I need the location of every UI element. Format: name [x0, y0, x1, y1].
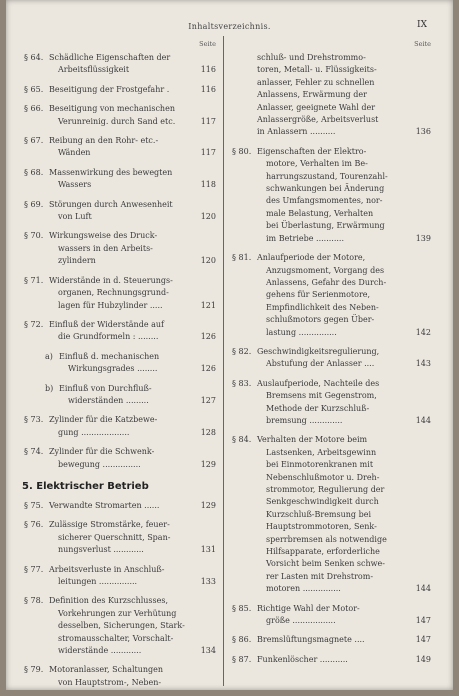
toc-entry	[24, 230, 216, 267]
section-heading: 5. Elektrischer Betrieb	[22, 480, 149, 492]
toc-entry-line: Funkenlöscher ...........	[257, 654, 348, 664]
toc-entry-line: stromausschalter, Vorschalt-	[58, 633, 174, 643]
toc-entry-line: motore, Verhalten im Be-	[266, 159, 368, 169]
toc-entry-line: sicherer Querschnitt, Span-	[58, 532, 171, 542]
toc-entry	[24, 351, 216, 376]
toc-entry	[24, 500, 216, 512]
toc-entry-number: § 71.	[24, 275, 44, 285]
toc-entry	[24, 275, 216, 312]
toc-entry-title	[49, 199, 216, 224]
toc-list-left-electric	[24, 500, 216, 689]
toc-entry-title	[49, 84, 216, 96]
running-title: Inhaltsverzeichnis.	[188, 22, 271, 31]
toc-entry	[232, 434, 431, 595]
toc-entry-line: Methode der Kurzschluß-	[266, 403, 370, 413]
toc-entry-number: § 83.	[232, 378, 252, 388]
toc-entry-line: leitungen ...............	[58, 577, 138, 586]
column-divider	[223, 36, 224, 686]
toc-entry-line: Kurzschluß-Bremsung bei	[266, 509, 371, 519]
toc-entry-line: male Belastung, Verhalten	[266, 208, 374, 218]
toc-entry	[24, 519, 216, 556]
toc-entry-title	[49, 414, 216, 439]
toc-entry-title	[49, 230, 216, 267]
toc-entry-line: von Hauptstrom-, Neben-	[58, 677, 162, 687]
toc-entry-title	[49, 519, 216, 556]
toc-entry	[232, 378, 431, 428]
toc-entry-line: Abstufung der Anlasser ....	[266, 359, 375, 369]
toc-entry	[24, 199, 216, 224]
toc-entry-page: 117	[200, 148, 216, 158]
toc-entry-line: Wirkungsgrades ........	[68, 364, 158, 374]
toc-entry-number: § 84.	[232, 435, 252, 445]
toc-entry	[232, 52, 431, 139]
toc-entry-title	[49, 52, 216, 77]
toc-entry-line: Anlassens, Gefahr des Durch-	[266, 277, 387, 287]
toc-entry-page: 131	[200, 545, 216, 555]
toc-entry-page: 149	[415, 654, 431, 664]
toc-entry-line: Störungen durch Anwesenheit	[49, 199, 173, 209]
toc-entry	[24, 103, 216, 128]
toc-entry-line: desselben, Sicherungen, Stark-	[58, 621, 185, 631]
toc-entry-number: § 75.	[24, 500, 44, 510]
toc-entry-page: 139	[415, 233, 431, 243]
toc-entry	[24, 135, 216, 160]
toc-entry-line: die Grundformeln : ........	[58, 332, 159, 342]
toc-entry-title	[49, 319, 216, 344]
toc-entry-line: Zulässige Stromstärke, feuer-	[49, 520, 170, 530]
toc-entry-line: Massenwirkung des bewegten	[49, 167, 173, 177]
toc-entry-number: § 67.	[24, 136, 44, 146]
toc-entry-line: im Betriebe ...........	[266, 233, 345, 243]
toc-entry-title	[49, 564, 216, 589]
toc-entry	[24, 319, 216, 344]
toc-entry-line: strommotor, Regulierung der	[266, 485, 385, 494]
toc-entry	[232, 252, 431, 339]
toc-entry-line: organen, Rechnungsgrund-	[58, 288, 169, 298]
toc-entry-page: 116	[200, 84, 216, 94]
toc-entry-number: § 69.	[24, 199, 44, 209]
left-column	[24, 40, 216, 696]
toc-entry-line: toren, Metall- u. Flüssigkeits-	[257, 65, 377, 75]
toc-entry-title	[257, 346, 431, 371]
toc-entry-page: 147	[415, 635, 431, 645]
toc-entry-line: größe .................	[266, 616, 336, 626]
toc-entry-line: gung ...................	[58, 427, 130, 437]
toc-entry-title	[49, 500, 216, 512]
toc-entry-line: Bremslüftungsmagnete ....	[257, 635, 365, 645]
toc-list-right	[232, 52, 431, 666]
toc-entry-title	[257, 146, 431, 245]
toc-entry-line: Beseitigung von mechanischen	[49, 104, 175, 114]
toc-entry-title	[49, 135, 216, 160]
toc-entry-number: § 87.	[232, 654, 252, 664]
toc-entry-line: von Luft	[58, 212, 92, 222]
toc-entry-line: Motoranlasser, Schaltungen	[49, 665, 164, 675]
toc-entry-number: § 81.	[232, 253, 252, 263]
toc-entry-line: nungsverlust ............	[58, 545, 144, 555]
toc-entry-line: Wassers	[58, 180, 92, 190]
toc-entry-line: bei Überlastung, Erwärmung	[266, 221, 385, 231]
toc-entry-line: gehens für Serienmotore,	[266, 290, 371, 300]
toc-entry-title	[49, 664, 216, 689]
toc-entry	[24, 664, 216, 689]
toc-entry-page: 142	[415, 327, 431, 337]
toc-entry-title	[257, 634, 431, 646]
toc-entry	[24, 414, 216, 439]
toc-entry-number: § 79.	[24, 665, 44, 675]
toc-entry-number: § 70.	[24, 231, 44, 241]
toc-entry-line: Vorkehrungen zur Verhütung	[58, 608, 177, 618]
right-column	[232, 40, 431, 673]
toc-entry-line: Senkgeschwindigkeit durch	[266, 497, 379, 507]
toc-entry-line: Anzugsmoment, Vorgang des	[266, 265, 385, 275]
toc-entry-line: motoren ...............	[266, 584, 341, 594]
toc-entry-title	[49, 446, 216, 471]
toc-entry-line: Widerstände in d. Steuerungs-	[49, 275, 173, 285]
toc-entry-number: § 65.	[24, 84, 44, 94]
toc-entry-line: Verhalten der Motore beim	[257, 435, 368, 445]
toc-entry	[24, 167, 216, 192]
toc-entry-line: Geschwindigkeitsregulierung,	[257, 346, 380, 356]
toc-entry-line: Schädliche Eigenschaften der	[49, 53, 171, 62]
toc-entry-line: Wirkungsweise des Druck-	[49, 231, 158, 241]
toc-entry-title	[257, 52, 431, 139]
toc-entry-number: a)	[45, 351, 53, 361]
toc-entry-line: lagen für Hubzylinder .....	[58, 300, 163, 310]
toc-entry-line: Verwandte Stromarten ......	[49, 500, 160, 510]
toc-entry	[232, 346, 431, 371]
toc-entry-line: Reibung an den Rohr- etc.-	[49, 136, 159, 146]
toc-entry-title	[257, 434, 431, 595]
toc-entry-line: harrungszustand, Tourenzahl-	[266, 171, 388, 181]
toc-entry-title	[49, 167, 216, 192]
toc-entry-line: lastung ...............	[266, 327, 337, 337]
toc-entry-page: 136	[415, 127, 431, 137]
toc-entry-title	[49, 103, 216, 128]
toc-entry-page: 128	[200, 427, 216, 437]
toc-entry	[24, 595, 216, 657]
toc-entry-line: schwankungen bei Änderung	[266, 184, 385, 194]
toc-entry-number: § 86.	[232, 635, 252, 645]
toc-entry-number: § 73.	[24, 415, 44, 425]
toc-entry-number: § 77.	[24, 564, 44, 574]
toc-entry-line: widerstände ............	[58, 646, 142, 656]
toc-entry-line: Anlassergröße, Arbeitsverlust	[257, 115, 379, 125]
toc-entry-line: des Umfangsmomentes, nor-	[266, 196, 383, 206]
toc-entry-title	[49, 595, 216, 657]
toc-entry-line: Einfluß der Widerstände auf	[49, 319, 164, 329]
toc-entry-page: 143	[415, 359, 431, 369]
toc-entry-line: Definition des Kurzschlusses,	[49, 596, 169, 606]
toc-entry-line: Vorsicht beim Senken schwe-	[266, 559, 385, 569]
toc-list-left	[24, 52, 216, 471]
toc-entry-page: 120	[200, 256, 216, 266]
toc-entry	[232, 603, 431, 628]
toc-entry-line: wassers in den Arbeits-	[58, 243, 153, 253]
toc-entry-page: 134	[200, 646, 216, 656]
toc-entry-line: Arbeitsverluste in Anschluß-	[49, 564, 165, 574]
toc-entry-line: bewegung ...............	[58, 459, 141, 469]
toc-entry-line: anlasser, Fehler zu schnellen	[257, 77, 375, 87]
toc-entry-number	[232, 52, 257, 139]
toc-entry-line: Hauptstrommotoren, Senk-	[266, 522, 377, 532]
seite-label: Seite	[414, 40, 431, 48]
toc-entry-number: § 66.	[24, 104, 44, 114]
toc-entry-line: sperrbremsen als notwendige	[266, 534, 387, 544]
toc-entry	[232, 654, 431, 666]
toc-entry-number: § 68.	[24, 167, 44, 177]
toc-entry-line: widerständen .........	[68, 395, 149, 405]
toc-entry-number: § 85.	[232, 603, 252, 613]
toc-entry-number: § 82.	[232, 346, 252, 356]
toc-entry-line: Zylinder für die Katzbewe-	[49, 415, 158, 425]
toc-entry-line: Auslaufperiode, Nachteile des	[257, 378, 380, 388]
page-number: IX	[417, 20, 427, 30]
toc-entry-page: 144	[415, 584, 431, 594]
toc-entry-number: § 76.	[24, 520, 44, 530]
toc-entry-page: 129	[200, 500, 216, 510]
toc-entry-line: schlußmotors gegen Über-	[266, 315, 375, 325]
toc-entry-page: 116	[200, 65, 216, 75]
toc-entry-line: Arbeitsflüssigkeit	[58, 65, 130, 75]
toc-entry-title	[59, 383, 216, 408]
toc-entry-line: Wänden	[58, 148, 91, 158]
toc-entry-line: Beseitigung der Frostgefahr .	[49, 84, 170, 94]
toc-entry-number: § 80.	[232, 146, 252, 156]
toc-entry-line: Bremsens mit Gegenstrom,	[266, 391, 377, 401]
toc-entry-number: b)	[45, 383, 54, 393]
toc-entry-page: 121	[200, 300, 216, 310]
toc-entry-line: Richtige Wahl der Motor-	[257, 603, 360, 613]
toc-entry-title	[257, 603, 431, 628]
seite-label: Seite	[199, 40, 216, 48]
toc-entry-line: Lastsenken, Arbeitsgewinn	[266, 447, 377, 457]
toc-entry-title	[49, 275, 216, 312]
toc-entry-line: rer Lasten mit Drehstrom-	[266, 571, 374, 581]
toc-entry-line: schluß- und Drehstrommo-	[257, 53, 366, 62]
document-page	[6, 0, 453, 690]
toc-entry-line: Anlasser, geeignete Wahl der	[257, 102, 376, 112]
toc-entry-line: bei Einmotorenkranen mit	[266, 460, 374, 470]
toc-entry-page: 117	[200, 116, 216, 126]
toc-entry-line: zylindern	[58, 256, 96, 266]
toc-entry-line: bremsung .............	[266, 415, 343, 425]
toc-entry-page: 129	[200, 459, 216, 469]
toc-entry-line: Anlaufperiode der Motore,	[257, 253, 366, 263]
toc-entry-line: Empfindlichkeit des Neben-	[266, 302, 379, 312]
toc-entry-line: Einfluß von Durchfluß-	[59, 383, 152, 393]
toc-entry-number: § 72.	[24, 319, 44, 329]
toc-entry-line: Hilfsapparate, erforderliche	[266, 547, 380, 557]
toc-entry-title	[257, 252, 431, 339]
toc-entry-page: 118	[200, 180, 216, 190]
toc-entry	[232, 146, 431, 245]
toc-entry	[24, 564, 216, 589]
toc-entry-line: Verunreinig. durch Sand etc.	[58, 116, 176, 126]
toc-entry	[24, 52, 216, 77]
toc-entry-page: 127	[200, 395, 216, 405]
toc-entry-line: Nebenschlußmotor u. Dreh-	[266, 472, 380, 482]
toc-entry-page: 144	[415, 415, 431, 425]
toc-entry-page: 147	[415, 616, 431, 626]
toc-entry-page: 126	[200, 364, 216, 374]
toc-entry-page: 120	[200, 212, 216, 222]
toc-entry-number: § 64.	[24, 53, 44, 62]
toc-entry-title	[257, 378, 431, 428]
toc-entry-line: in Anlassern ..........	[257, 127, 336, 137]
toc-entry-title	[257, 654, 431, 666]
toc-entry-number: § 74.	[24, 447, 44, 457]
toc-entry	[232, 634, 431, 646]
toc-entry-line: Eigenschaften der Elektro-	[257, 146, 367, 156]
toc-entry	[24, 84, 216, 96]
toc-entry	[24, 383, 216, 408]
toc-entry-line: Einfluß d. mechanischen	[59, 351, 160, 361]
toc-entry-title	[59, 351, 216, 376]
toc-entry-line: Anlassens, Erwärmung der	[257, 90, 367, 100]
toc-entry-page: 126	[200, 332, 216, 342]
toc-entry-page: 133	[200, 577, 216, 586]
toc-entry-number: § 78.	[24, 596, 44, 606]
toc-entry-line: Zylinder für die Schwenk-	[49, 447, 155, 457]
toc-entry	[24, 446, 216, 471]
